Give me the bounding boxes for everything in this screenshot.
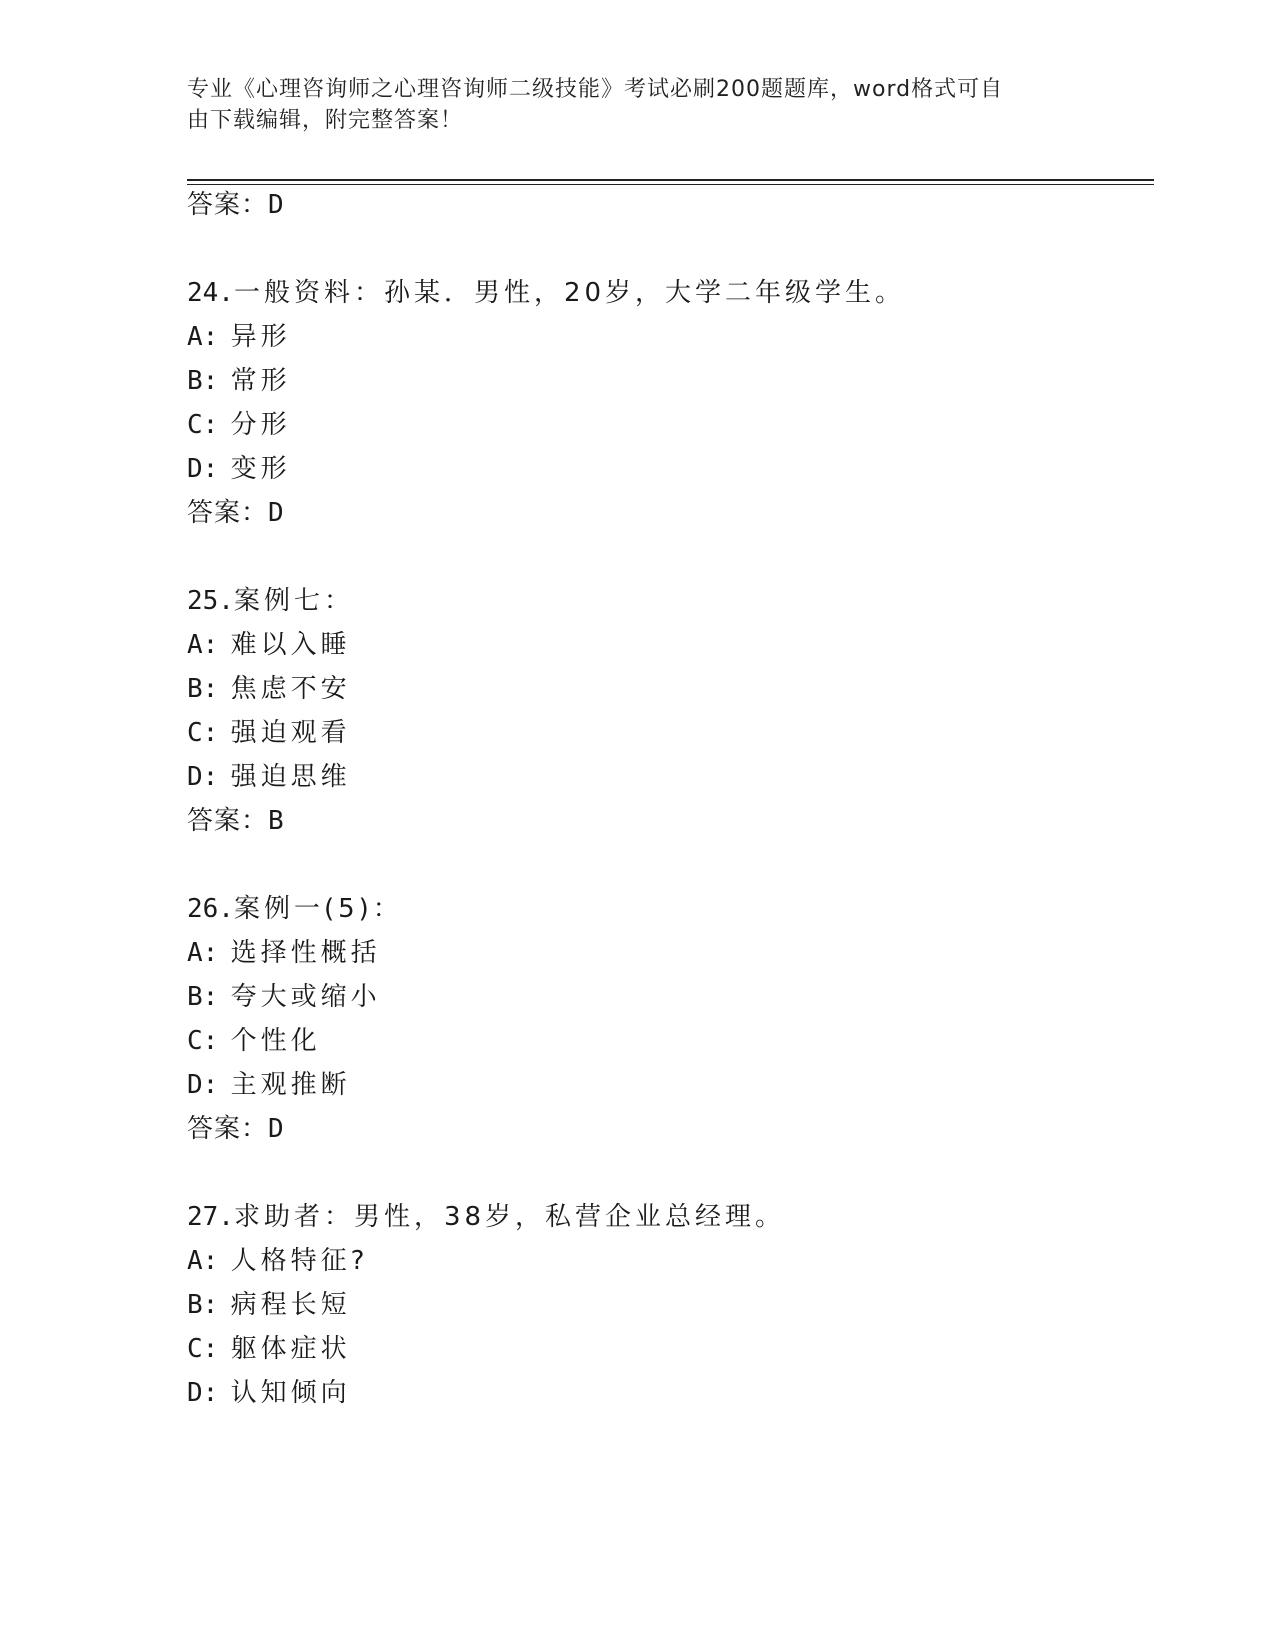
option-d <box>187 760 351 794</box>
option-key: D: <box>187 1378 219 1408</box>
option-text: 选择性概括 <box>230 938 381 968</box>
option-text: 个性化 <box>230 1026 321 1056</box>
option-b <box>187 1288 351 1322</box>
header-divider-thin <box>187 184 1154 185</box>
option-a <box>187 1244 368 1278</box>
option-d <box>187 1068 351 1102</box>
option-text: 变形 <box>230 454 291 484</box>
option-text: 病程长短 <box>230 1290 351 1320</box>
option-text: 难以入睡 <box>230 630 351 660</box>
option-text: 认知倾向 <box>230 1378 351 1408</box>
answer-line: 答案：D <box>187 190 285 220</box>
option-key: A: <box>187 938 219 968</box>
question-number: 25. <box>187 586 234 616</box>
question-number: 26. <box>187 894 234 924</box>
question-text: 案例一(5)： <box>233 894 403 924</box>
option-key: C: <box>187 1334 219 1364</box>
option-text: 躯体症状 <box>230 1334 351 1364</box>
option-c <box>187 1332 351 1366</box>
question-text: 求助者：男性，38岁，私营企业总经理。 <box>233 1202 786 1232</box>
option-text: 焦虑不安 <box>230 674 351 704</box>
option-text: 夸大或缩小 <box>230 982 381 1012</box>
option-c <box>187 408 291 442</box>
option-text: 主观推断 <box>230 1070 351 1100</box>
question-number: 24. <box>187 278 234 308</box>
option-c <box>187 1024 321 1058</box>
question-25 <box>187 584 354 618</box>
question-number: 27. <box>187 1202 234 1232</box>
option-key: B: <box>187 674 219 704</box>
option-b <box>187 364 291 398</box>
answer-line: 答案：D <box>187 498 285 528</box>
option-b <box>187 672 351 706</box>
option-key: B: <box>187 366 219 396</box>
option-text: 人格特征? <box>230 1246 369 1276</box>
option-key: D: <box>187 762 219 792</box>
option-key: D: <box>187 454 219 484</box>
option-a <box>187 628 351 662</box>
option-d <box>187 1376 351 1410</box>
option-text: 强迫观看 <box>230 718 351 748</box>
question-26 <box>187 892 403 926</box>
option-b <box>187 980 381 1014</box>
option-key: A: <box>187 1246 219 1276</box>
option-a <box>187 936 381 970</box>
answer-line: 答案：D <box>187 1114 285 1144</box>
option-text: 异形 <box>230 322 291 352</box>
option-key: B: <box>187 1290 219 1320</box>
option-key: A: <box>187 630 219 660</box>
option-text: 分形 <box>230 410 291 440</box>
option-text: 强迫思维 <box>230 762 351 792</box>
question-27 <box>187 1200 785 1234</box>
header-line-1: 专业《心理咨询师之心理咨询师二级技能》考试必刷200题题库，word格式可自 <box>187 77 1004 102</box>
option-key: B: <box>187 982 219 1012</box>
header-line-2: 由下载编辑，附完整答案！ <box>187 108 464 133</box>
question-text: 案例七： <box>233 586 354 616</box>
question-text: 一般资料：孙某．男性，20岁，大学二年级学生。 <box>233 278 906 308</box>
answer-line: 答案：B <box>187 806 285 836</box>
option-key: C: <box>187 718 219 748</box>
option-text: 常形 <box>230 366 291 396</box>
header-divider-thick <box>187 179 1154 181</box>
option-key: D: <box>187 1070 219 1100</box>
option-c <box>187 716 351 750</box>
document-header <box>187 74 1067 136</box>
option-key: C: <box>187 1026 219 1056</box>
question-24 <box>187 276 905 310</box>
option-key: C: <box>187 410 219 440</box>
option-a <box>187 320 291 354</box>
option-key: A: <box>187 322 219 352</box>
option-d <box>187 452 291 486</box>
